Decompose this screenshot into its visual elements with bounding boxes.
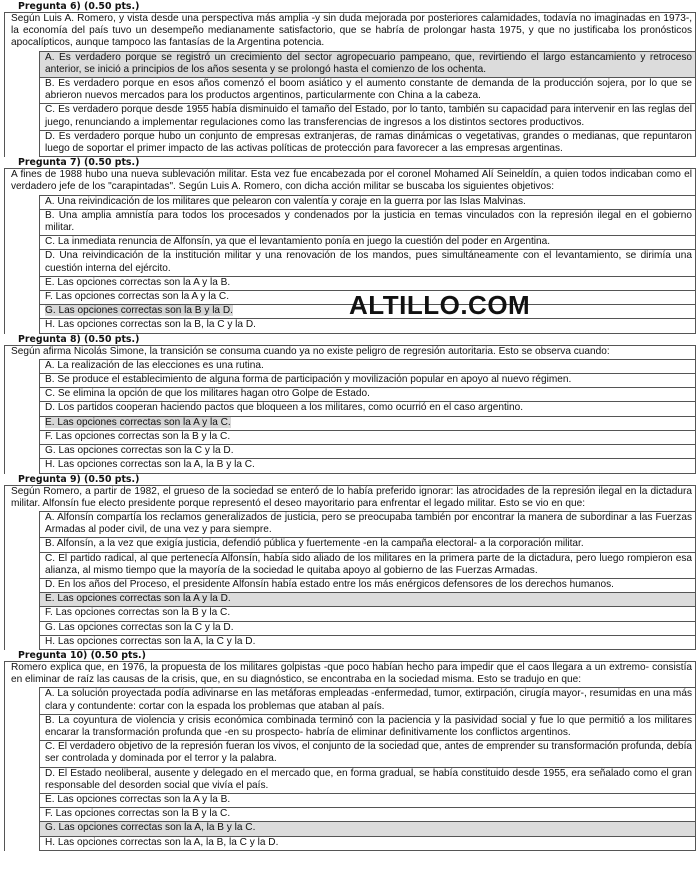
question-6 <box>4 1 696 157</box>
option-a[interactable]: A. La solución proyectada podía adivinarse en las metáforas empleadas -enfermedad, tumor, extirpación, cirugía mayor-, resumidas en una más clara y contundente: cortar con la espada los problemas que ataban al país. <box>39 687 696 714</box>
question-stem: Romero explica que, en 1976, la propuesta de los militares golpistas -que poco habían hecho para impedir que el caos llegara a un extremo- consistía en eliminar de raíz las causas de la crisis, que, en su diagnóstico, se encontraba en la sociedad misma. Esto se tradujo en que: <box>4 661 696 687</box>
option-d[interactable]: D. El Estado neoliberal, ausente y delegado en el mercado que, en forma gradual, se había constituido desde 1955, era señalado como el gran responsable del desorden social que vivía el país. <box>39 768 696 794</box>
option-f[interactable]: F. Las opciones correctas son la B y la C. <box>39 808 696 822</box>
question-9 <box>4 474 696 650</box>
option-c[interactable]: C. Se elimina la opción de que los militares hagan otro Golpe de Estado. <box>39 388 696 402</box>
option-d[interactable]: D. En los años del Proceso, el presidente Alfonsín había estado entre los más enérgicos defensores de los derechos humanos. <box>39 579 696 593</box>
option-a[interactable]: A. La realización de las elecciones es una rutina. <box>39 359 696 374</box>
option-e-text: E. Las opciones correctas son la A y la C. <box>45 416 231 428</box>
option-f[interactable]: F. Las opciones correctas son la B y la C. <box>39 607 696 621</box>
question-stem: Según Luis A. Romero, y vista desde una perspectiva más amplia -y sin duda mejorada por posteriores calamidades, todavía no imaginadas en 1973-, la economía del país tuvo un desempeño medianamente satisfactorio, que se habría de prolongar hasta 1975, y que no justificaba los pronósticos apocalípticos, aunque tampoco las fantasías de la Argentina potencia. <box>4 12 696 51</box>
options-list <box>4 511 696 650</box>
question-header: Pregunta 7) (0.50 pts.) <box>18 157 140 169</box>
option-c[interactable]: C. La inmediata renuncia de Alfonsín, ya que el levantamiento ponía en juego la cuestión del poder en Argentina. <box>39 236 696 250</box>
exam-page <box>4 0 696 851</box>
options-list <box>4 687 696 850</box>
options-list <box>4 359 696 474</box>
option-c[interactable]: C. El verdadero objetivo de la represión fueran los vivos, el conjunto de la sociedad que, antes de emprender su transformación profunda, debía ser controlada y dominada por el terror y la palabra. <box>39 741 696 767</box>
question-10 <box>4 650 696 851</box>
option-a[interactable]: A. Alfonsín compartía los reclamos generalizados de justicia, pero se preocupaba también por encontrar la manera de subordinar a las Fuerzas Armadas al poder civil, de una vez y para siempre. <box>39 511 696 538</box>
option-h[interactable]: H. Las opciones correctas son la B, la C y la D. <box>39 319 696 333</box>
question-header: Pregunta 6) (0.50 pts.) <box>18 1 140 12</box>
question-8 <box>4 334 696 474</box>
option-c[interactable]: C. El partido radical, al que pertenecía Alfonsín, había sido aliado de los militares en la primera parte de la dictadura, pero luego rompieron esa alianza, al mismo tiempo que la mayoría de la sociedad le quitaba apoyo al gobierno de las Fuerzas Armadas. <box>39 553 696 579</box>
option-b[interactable]: B. Se produce el establecimiento de alguna forma de participación y movilización popular en apoyo al nuevo régimen. <box>39 374 696 388</box>
question-stem: Según afirma Nicolás Simone, la transición se consuma cuando ya no existe peligro de regresión autoritaria. Esto se observa cuando: <box>4 345 696 359</box>
option-g[interactable]: G. Las opciones correctas son la A, la B y la C. <box>39 822 696 836</box>
options-list <box>4 51 696 158</box>
option-b[interactable]: B. La coyuntura de violencia y crisis económica combinada terminó con la paciencia y la pasividad social y fue lo que permitió a los militares encarar la transformación profunda que -en su prospecto- habría de eliminar definitivamente los conflictos argentinos. <box>39 715 696 741</box>
question-stem: A fines de 1988 hubo una nueva sublevación militar. Esta vez fue encabezada por el coronel Mohamed Alí Seineldín, a quien todos indicaban como el verdadero jefe de los "carapintadas". Según Luis A. Romero, con dicha acción militar se buscaba los siguientes objetivos: <box>4 168 696 194</box>
option-a[interactable]: A. Es verdadero porque se registró un crecimiento del sector agropecuario pampeano, que, revirtiendo el largo estancamiento y retroceso anterior, se inició a principios de los años sesenta y se prolongó hasta el comienzo de los ochenta. <box>39 51 696 78</box>
question-header: Pregunta 8) (0.50 pts.) <box>18 333 140 345</box>
option-g-text: G. Las opciones correctas son la B y la D. <box>45 305 233 317</box>
option-d[interactable]: D. Una reivindicación de la institución militar y una renovación de los mandos, pues simultáneamente con el levantamiento, se dirimía una cuestión interna del ejército. <box>39 250 696 276</box>
option-b[interactable]: B. Es verdadero porque en esos años comenzó el boom asiático y el aumento constante de demanda de la producción sojera, por lo que se abrieron nuevos mercados para los productos argentinos, particularmente con China a la cabeza. <box>39 78 696 104</box>
option-b[interactable]: B. Alfonsín, a la vez que exigía justicia, defendió pública y fuertemente -en la campaña electoral- a la corporación militar. <box>39 538 696 552</box>
option-h[interactable]: H. Las opciones correctas son la A, la C y la D. <box>39 636 696 650</box>
option-e[interactable]: E. Las opciones correctas son la A y la D. <box>39 593 696 607</box>
option-d[interactable]: D. Los partidos cooperan haciendo pactos que bloqueen a los militares, como ocurrió en el caso argentino. <box>39 402 696 416</box>
option-h[interactable]: H. Las opciones correctas son la A, la B, la C y la D. <box>39 837 696 851</box>
option-f[interactable]: F. Las opciones correctas son la B y la C. <box>39 431 696 445</box>
option-e[interactable]: E. Las opciones correctas son la A y la B. <box>39 794 696 808</box>
option-a[interactable]: A. Una reivindicación de los militares que pelearon con valentía y coraje en la guerra por las Islas Malvinas. <box>39 195 696 210</box>
question-header: Pregunta 10) (0.50 pts.) <box>18 649 146 661</box>
option-d[interactable]: D. Es verdadero porque hubo un conjunto de empresas extranjeras, de ramas dinámicas o vegetativas, grandes o medianas, que repuntaron luego de soportar el primer impacto de las activas políticas de protección para favorecer a las empresas argentinas. <box>39 131 696 157</box>
option-b[interactable]: B. Una amplia amnistía para todos los procesados y condenados por la justicia en temas vinculados con la represión ilegal en el gobierno militar. <box>39 210 696 236</box>
question-stem: Según Romero, a partir de 1982, el grueso de la sociedad se enteró de lo había preferido ignorar: las atrocidades de la represión ilegal en la dictadura militar. Alfonsín fue electo presidente porque representó el deseo mayoritario para enfrentar el legado militar. Esto se vio en que: <box>4 485 696 511</box>
option-e[interactable]: E. Las opciones correctas son la A y la B. <box>39 277 696 291</box>
question-header: Pregunta 9) (0.50 pts.) <box>18 473 140 485</box>
watermark-logo: ALTILLO.COM <box>349 290 531 320</box>
option-e[interactable] <box>39 417 696 431</box>
option-c[interactable]: C. Es verdadero porque desde 1955 había disminuido el tamaño del Estado, por lo tanto, también su capacidad para intervenir en las reglas del juego, renunciando a implementar regulaciones como las transferencias de ingresos a los distintos sectores productivos. <box>39 104 696 130</box>
option-h[interactable]: H. Las opciones correctas son la A, la B y la C. <box>39 459 696 473</box>
option-g[interactable]: G. Las opciones correctas son la C y la D. <box>39 445 696 459</box>
option-g[interactable]: G. Las opciones correctas son la C y la D. <box>39 622 696 636</box>
option-f[interactable]: F. Las opciones correctas son la A y la C. <box>39 291 696 305</box>
